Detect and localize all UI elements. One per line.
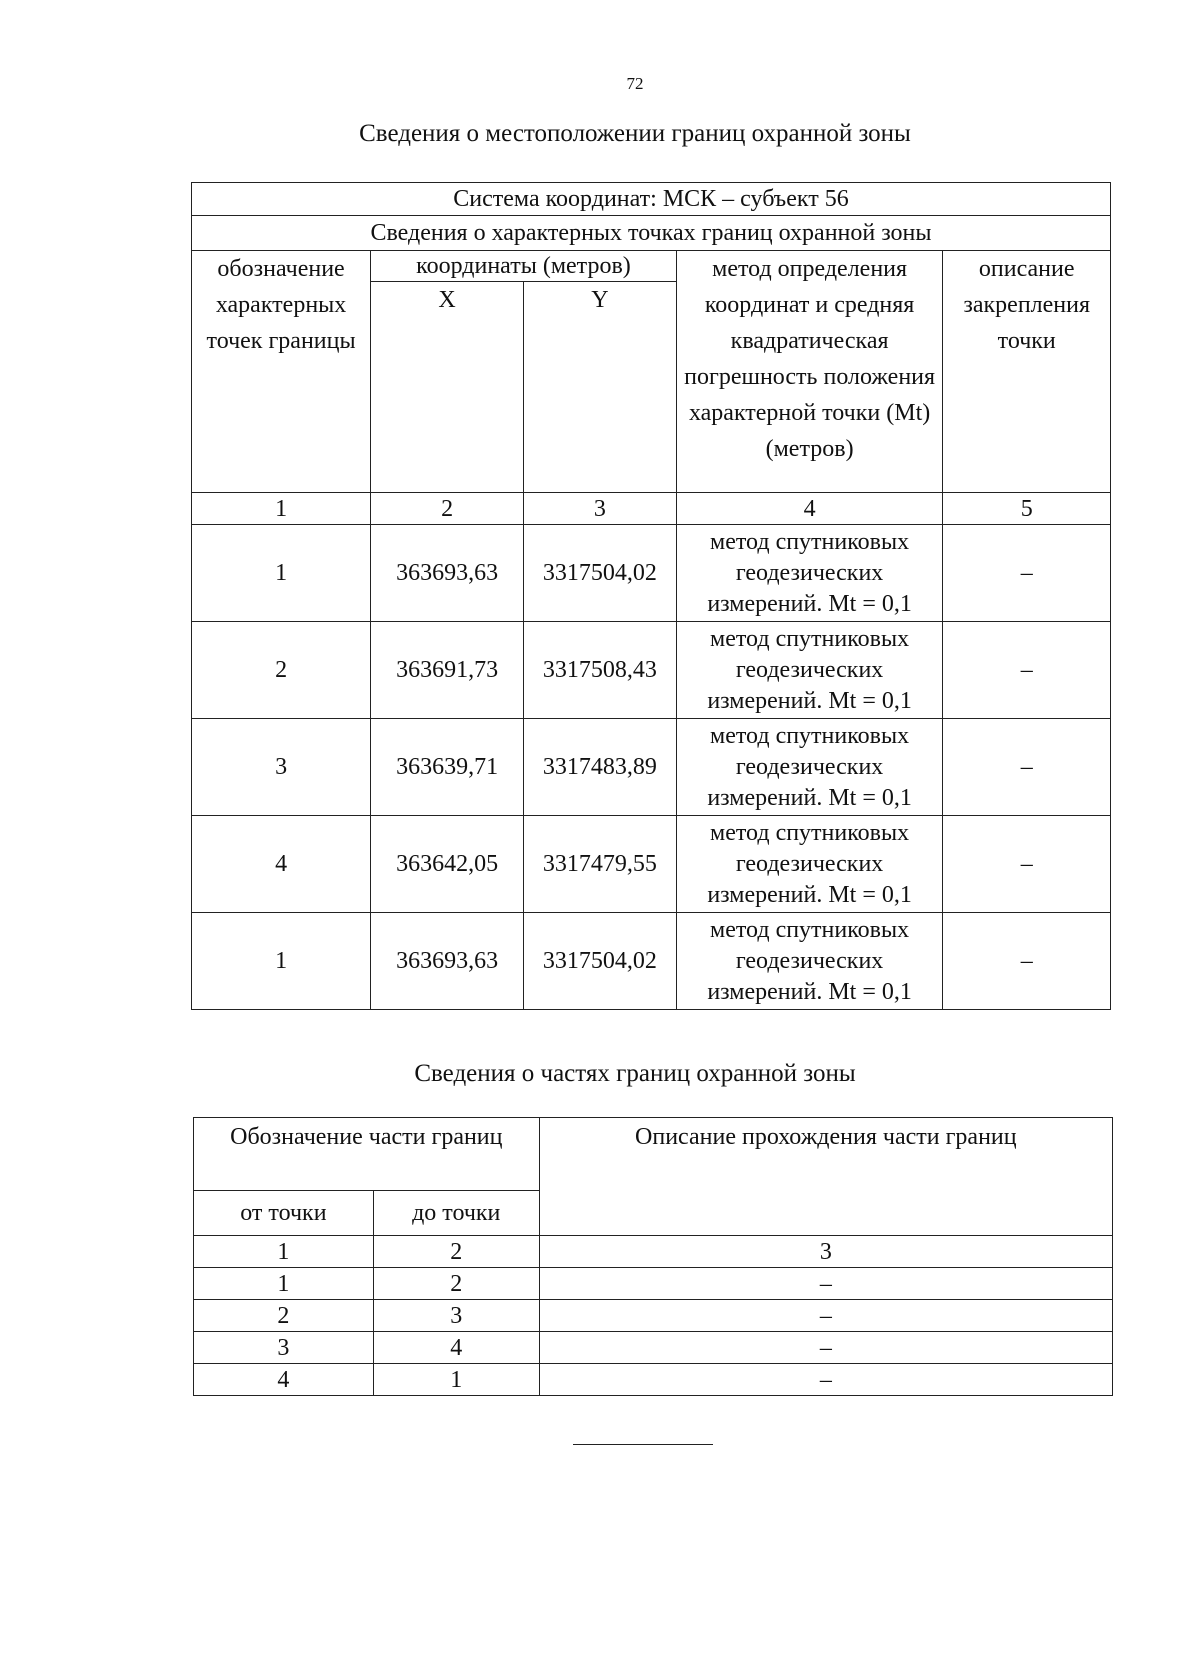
point-cell: 1 bbox=[192, 525, 371, 622]
method-cell: метод спутниковых геодезических измерений. Mt = 0,1 bbox=[676, 622, 943, 719]
column-number: 3 bbox=[539, 1236, 1112, 1268]
table-row bbox=[192, 913, 1111, 1010]
point-cell: 4 bbox=[192, 816, 371, 913]
from-cell: 3 bbox=[194, 1332, 374, 1364]
column-number: 1 bbox=[192, 493, 371, 525]
points-subtitle-cell: Сведения о характерных точках границ охранной зоны bbox=[192, 216, 1111, 251]
section-title-parts: Сведения о частях границ охранной зоны bbox=[414, 1060, 856, 1087]
description-cell: – bbox=[943, 816, 1111, 913]
method-cell: метод спутниковых геодезических измерений. Mt = 0,1 bbox=[676, 913, 943, 1010]
method-cell: метод спутниковых геодезических измерений. Mt = 0,1 bbox=[676, 816, 943, 913]
table-row bbox=[194, 1364, 1113, 1396]
y-cell: 3317508,43 bbox=[523, 622, 676, 719]
table-row bbox=[192, 622, 1111, 719]
section-title-boundaries: Сведения о местоположении границ охранной зоны bbox=[359, 120, 911, 147]
header-from-point: от точки bbox=[194, 1191, 374, 1236]
header-coordinates: координаты (метров) bbox=[371, 251, 677, 282]
to-cell: 2 bbox=[373, 1268, 539, 1300]
table-row bbox=[192, 719, 1111, 816]
y-cell: 3317504,02 bbox=[523, 913, 676, 1010]
header-method: метод определения координат и средняя квадратическая погрешность положения характерной точки (Mt) (метров) bbox=[676, 251, 943, 493]
column-number: 5 bbox=[943, 493, 1111, 525]
column-number: 2 bbox=[373, 1236, 539, 1268]
from-cell: 4 bbox=[194, 1364, 374, 1396]
from-cell: 2 bbox=[194, 1300, 374, 1332]
table-row bbox=[192, 525, 1111, 622]
y-cell: 3317504,02 bbox=[523, 525, 676, 622]
y-cell: 3317483,89 bbox=[523, 719, 676, 816]
end-divider bbox=[573, 1444, 713, 1445]
x-cell: 363691,73 bbox=[371, 622, 524, 719]
header-y: Y bbox=[523, 282, 676, 493]
header-part-description: Описание прохождения части границ bbox=[539, 1118, 1112, 1236]
point-cell: 2 bbox=[192, 622, 371, 719]
column-number: 2 bbox=[371, 493, 524, 525]
characteristic-points-table bbox=[191, 182, 1111, 1010]
x-cell: 363693,63 bbox=[371, 913, 524, 1010]
description-cell: – bbox=[943, 525, 1111, 622]
method-cell: метод спутниковых геодезических измерений. Mt = 0,1 bbox=[676, 525, 943, 622]
x-cell: 363639,71 bbox=[371, 719, 524, 816]
y-cell: 3317479,55 bbox=[523, 816, 676, 913]
column-number: 1 bbox=[194, 1236, 374, 1268]
table-row bbox=[194, 1300, 1113, 1332]
part-description-cell: – bbox=[539, 1332, 1112, 1364]
description-cell: – bbox=[943, 622, 1111, 719]
to-cell: 3 bbox=[373, 1300, 539, 1332]
coordinate-system-cell: Система координат: МСК – субъект 56 bbox=[192, 183, 1111, 216]
part-description-cell: – bbox=[539, 1268, 1112, 1300]
x-cell: 363642,05 bbox=[371, 816, 524, 913]
header-part-designation: Обозначение части границ bbox=[194, 1118, 540, 1191]
boundary-parts-table bbox=[193, 1117, 1113, 1396]
header-to-point: до точки bbox=[373, 1191, 539, 1236]
x-cell: 363693,63 bbox=[371, 525, 524, 622]
table-row bbox=[194, 1268, 1113, 1300]
header-description: описание закрепления точки bbox=[943, 251, 1111, 493]
description-cell: – bbox=[943, 913, 1111, 1010]
column-number: 3 bbox=[523, 493, 676, 525]
table-row bbox=[192, 816, 1111, 913]
to-cell: 1 bbox=[373, 1364, 539, 1396]
page-number: 72 bbox=[626, 74, 644, 93]
part-description-cell: – bbox=[539, 1364, 1112, 1396]
point-cell: 3 bbox=[192, 719, 371, 816]
column-number: 4 bbox=[676, 493, 943, 525]
part-description-cell: – bbox=[539, 1300, 1112, 1332]
table-row bbox=[194, 1332, 1113, 1364]
to-cell: 4 bbox=[373, 1332, 539, 1364]
header-x: X bbox=[371, 282, 524, 493]
from-cell: 1 bbox=[194, 1268, 374, 1300]
point-cell: 1 bbox=[192, 913, 371, 1010]
header-designation: обозначение характерных точек границы bbox=[192, 251, 371, 493]
description-cell: – bbox=[943, 719, 1111, 816]
method-cell: метод спутниковых геодезических измерений. Mt = 0,1 bbox=[676, 719, 943, 816]
